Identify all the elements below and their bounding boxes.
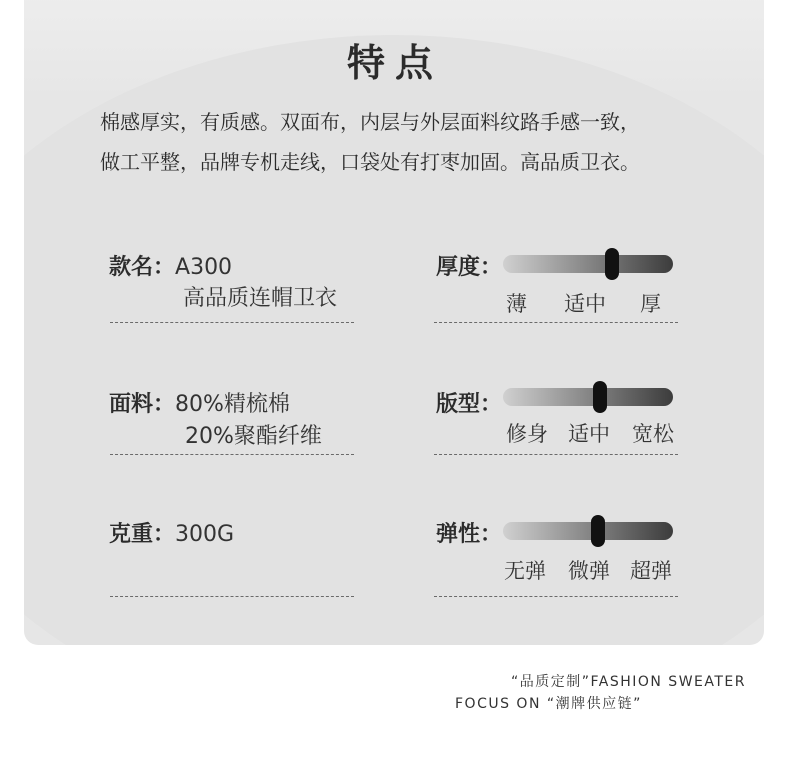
spec-name-subvalue: 高品质连帽卫衣 [183,286,338,311]
intro-line: 做工平整，品牌专机走线，口袋处有打枣加固。高品质卫衣。 [100,150,640,174]
spec-fabric-label: 面料： [109,392,176,417]
fit-slider [503,388,673,406]
spec-weight [109,517,234,548]
fit-slider-knob [593,381,607,413]
intro-line: 棉感厚实，有质感。双面布，内层与外层面料纹路手感一致， [100,110,640,134]
divider [434,454,678,455]
thickness-scale-low: 薄 [506,292,527,316]
spec-fabric-value: 80%精梳棉 [175,392,290,417]
footer-line-1: “品质定制”FASHION SWEATER [510,674,746,690]
thickness-scale-high: 厚 [640,292,661,316]
spec-name-value: A300 [175,255,233,280]
thickness-slider [503,255,673,273]
spec-weight-label: 克重： [109,522,176,547]
thickness-slider-knob [605,248,619,280]
intro-text [100,102,720,182]
spec-name [109,250,232,281]
thickness-scale-mid: 适中 [564,292,606,316]
stretch-slider [503,522,673,540]
fit-scale-high: 宽松 [632,422,674,446]
page-title: 特点 [346,41,443,85]
slider-fit-label: 版型： [436,392,503,417]
stretch-scale-mid: 微弹 [568,559,610,583]
stretch-scale-low: 无弹 [504,559,546,583]
divider [110,454,354,455]
slider-thickness-label: 厚度： [436,255,503,280]
divider [110,596,354,597]
spec-weight-value: 300G [175,522,235,547]
slider-stretch-label: 弹性： [436,522,503,547]
divider [434,322,678,323]
spec-name-label: 款名： [109,255,176,280]
fit-scale-mid: 适中 [568,422,610,446]
stretch-slider-knob [591,515,605,547]
fit-scale-low: 修身 [506,422,548,446]
spec-fabric [109,387,290,418]
divider [110,322,354,323]
divider [434,596,678,597]
stretch-scale-high: 超弹 [630,559,672,583]
footer-line-2: FOCUS ON “潮牌供应链” [455,696,642,712]
spec-fabric-subvalue: 20%聚酯纤维 [185,424,322,449]
